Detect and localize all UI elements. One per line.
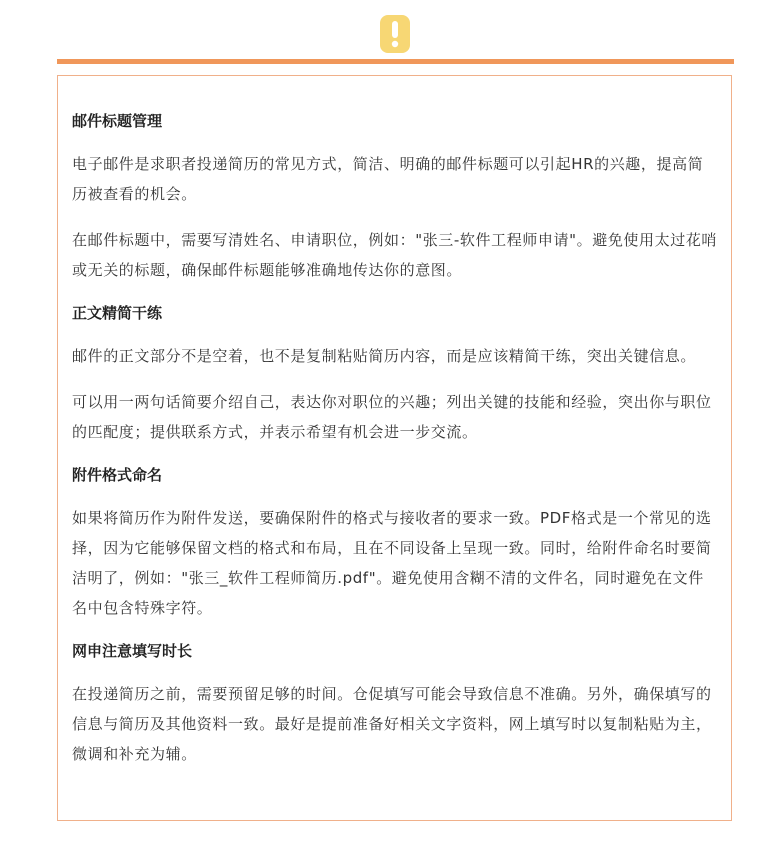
paragraph: 电子邮件是求职者投递简历的常见方式，简洁、明确的邮件标题可以引起HR的兴趣，提高简历被查看的机会。 xyxy=(72,155,704,203)
section-title-email-body: 正文精简干练 xyxy=(72,304,163,322)
exclamation-icon xyxy=(390,20,400,48)
section-title-online-application: 网申注意填写时长 xyxy=(72,642,193,660)
warning-badge xyxy=(380,15,410,53)
section-title-email-subject: 邮件标题管理 xyxy=(72,112,163,130)
section-title-attachment-naming: 附件格式命名 xyxy=(72,466,163,484)
paragraph: 可以用一两句话简要介绍自己，表达你对职位的兴趣；列出关键的技能和经验，突出你与职位的匹配度；提供联系方式，并表示希望有机会进一步交流。 xyxy=(72,393,712,441)
article-content xyxy=(57,75,732,821)
paragraph: 如果将简历作为附件发送，要确保附件的格式与接收者的要求一致。PDF格式是一个常见的选择，因为它能够保留文档的格式和布局，且在不同设备上呈现一致。同时，给附件命名时要简洁明了，例如："张三_软件工程师简历.pdf"。避免使用含糊不清的文件名，同时避免在文件名中包含特殊字符。 xyxy=(72,509,712,617)
top-divider xyxy=(57,59,734,64)
paragraph: 在投递简历之前，需要预留足够的时间。仓促填写可能会导致信息不准确。另外，确保填写的信息与简历及其他资料一致。最好是提前准备好相关文字资料，网上填写时以复制粘贴为主，微调和补充为辅。 xyxy=(72,685,712,763)
paragraph: 在邮件标题中，需要写清姓名、申请职位，例如："张三-软件工程师申请"。避免使用太过花哨或无关的标题，确保邮件标题能够准确地传达你的意图。 xyxy=(72,231,718,279)
paragraph: 邮件的正文部分不是空着，也不是复制粘贴简历内容，而是应该精简干练，突出关键信息。 xyxy=(72,347,697,365)
